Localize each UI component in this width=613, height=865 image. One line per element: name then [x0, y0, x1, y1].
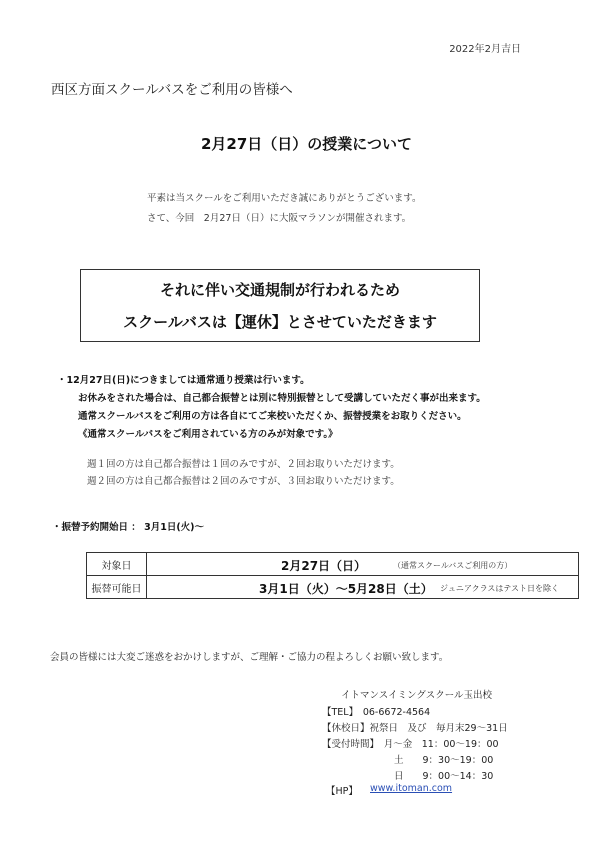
table-row [87, 576, 579, 599]
closing-message: 会員の皆様には大変ご迷惑をおかけしますが、ご理解・ご協力の程よろしくお願い致します。 [50, 652, 449, 663]
intro-line: 平素は当スクールをご利用いただき誠にありがとうございます。 [147, 193, 422, 204]
notice-box [80, 269, 480, 342]
notice-line: スクールバスは【運休】とさせていただきます [123, 313, 437, 331]
schedule-label: 対象日 [87, 553, 147, 576]
hours-line: 日 9：00～14：30 [394, 771, 494, 782]
note-line: 週２回の方は自己都合振替は２回のみですが、３回お取りいただけます。 [87, 476, 400, 487]
document-title: 2月27日（日）の授業について [200, 135, 412, 153]
greeting: 西区方面スクールバスをご利用の皆様へ [51, 82, 293, 98]
website-link[interactable]: www.itoman.com [370, 783, 453, 794]
schedule-label: 振替可能日 [87, 576, 147, 599]
schedule-date: 2月27日（日） [281, 559, 367, 573]
note-line: 週１回の方は自己都合振替は１回のみですが、２回お取りいただけます。 [87, 459, 400, 470]
hp-label: 【HP】 [326, 786, 358, 797]
notice-line: それに伴い交通規制が行われるため [159, 281, 400, 299]
detail-line: ・12月27日(日)につきましては通常通り授業は行います。 [57, 375, 310, 386]
table-row [87, 553, 579, 576]
school-name: イトマンスイミングスクール玉出校 [341, 690, 493, 701]
schedule-value [147, 553, 579, 576]
reservation-start: ・振替予約開始日 ： 3月1日(火)～ [52, 522, 205, 533]
schedule-value [147, 576, 579, 599]
schedule-note: （通常スクールバスご利用の方） [393, 561, 513, 570]
holiday-line: 【休校日】祝祭日 及び 毎月末29～31日 [322, 723, 508, 734]
schedule-date: 3月1日（火）～5月28日（土） [259, 582, 433, 596]
intro-line: さて、今回 2月27日（日）に大阪マラソンが開催されます。 [147, 213, 412, 224]
schedule-note: ジュニアクラスはテスト日を除く [440, 584, 560, 593]
detail-line: お休みをされた場合は、自己都合振替とは別に特別振替として受講していただく事が出来ます。 [78, 393, 486, 404]
detail-line: 《通常スクールバスをご利用されている方のみが対象です。》 [78, 429, 338, 440]
tel-line: 【TEL】 06-6672-4564 [322, 707, 431, 718]
hours-line: 【受付時間】 月～金 11：00～19：00 [322, 739, 499, 750]
document-date: 2022年2月吉日 [449, 44, 521, 55]
schedule-table [86, 552, 579, 599]
detail-line: 通常スクールバスをご利用の方は各自にてご来校いただくか、振替授業をお取りください。 [78, 411, 467, 422]
hours-line: 土 9：30～19：00 [394, 755, 494, 766]
